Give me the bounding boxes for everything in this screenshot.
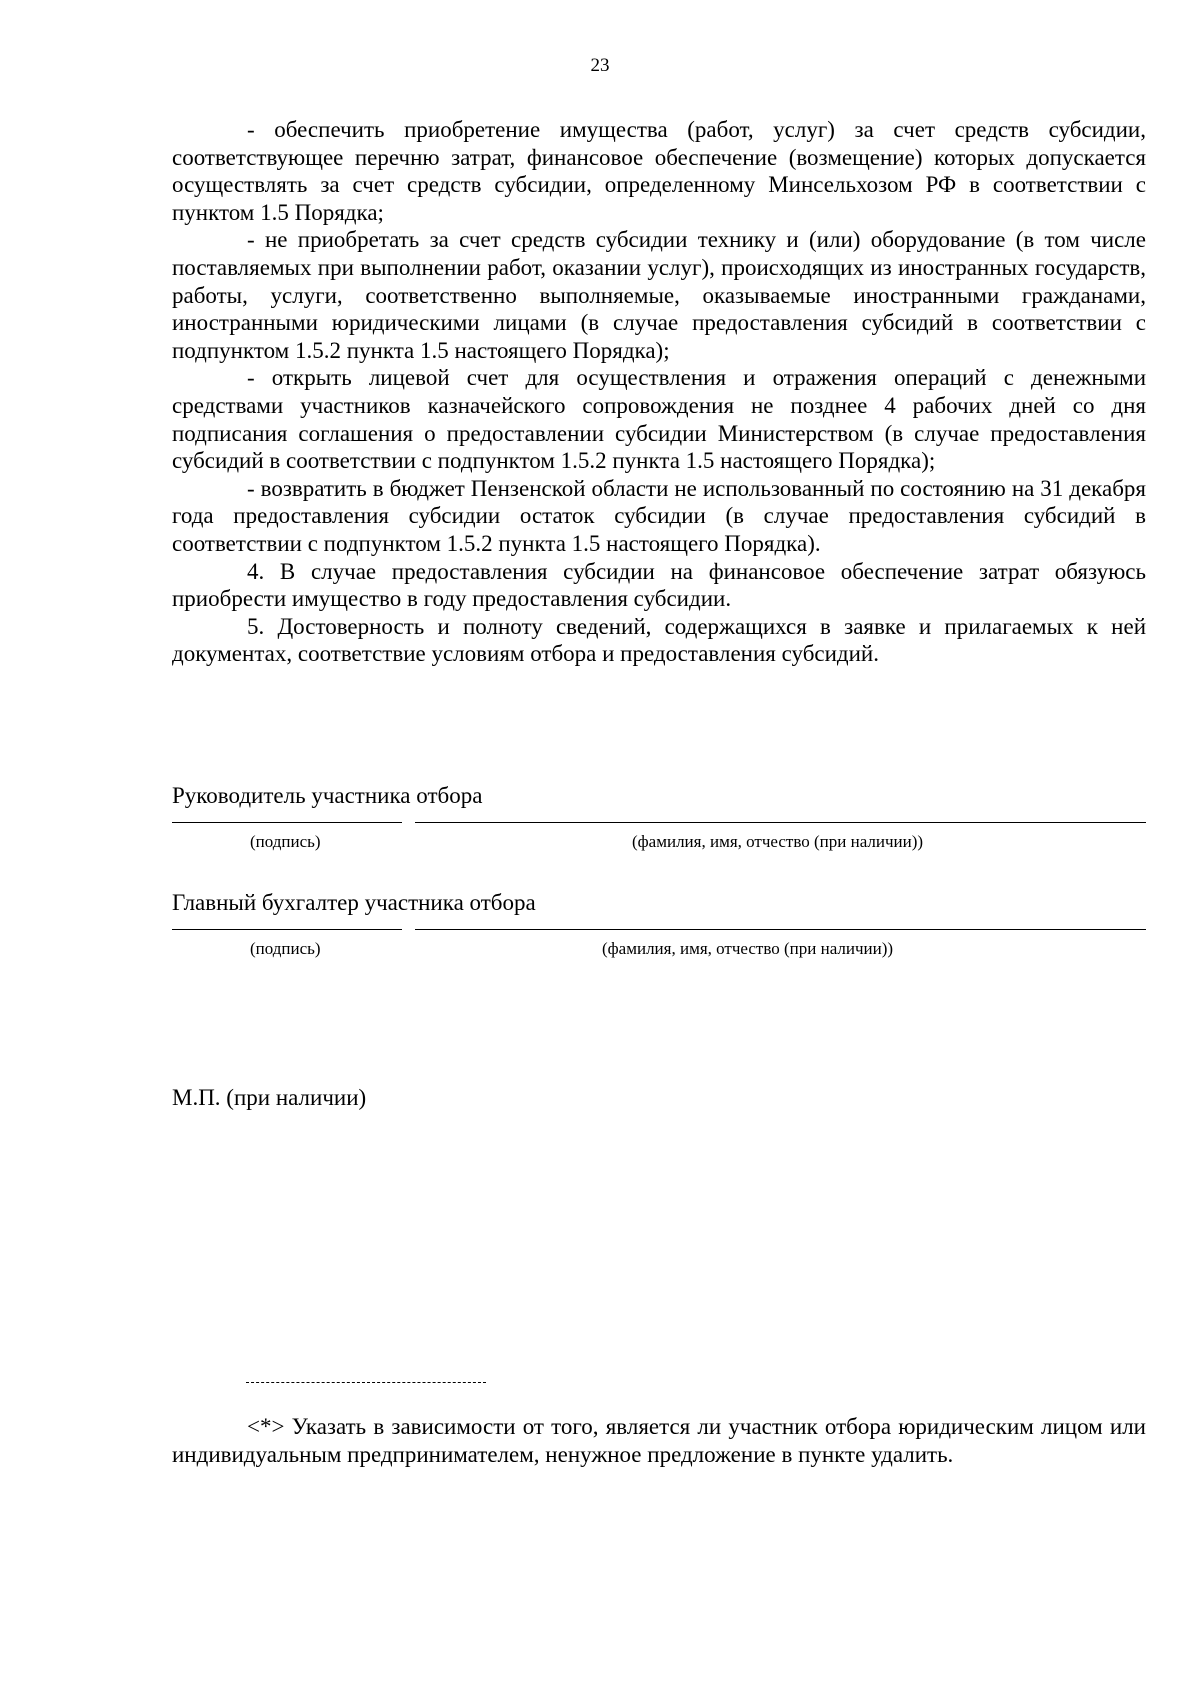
signature-block-head bbox=[172, 782, 1146, 854]
signature-captions bbox=[172, 939, 1146, 961]
signature-caption: (подпись) bbox=[250, 939, 321, 958]
signature-lines bbox=[172, 917, 1146, 939]
paragraph-item-5: 5. Достоверность и полноту сведений, содержащихся в заявке и прилагаемых к ней документах, соответствие условиям отбора и предоставления субсидий. bbox=[172, 613, 1146, 667]
paragraph-item-4: 4. В случае предоставления субсидии на финансовое обеспечение затрат обязуюсь приобрести имущество в году предоставления субсидии. bbox=[172, 558, 1146, 612]
signature-line bbox=[172, 822, 402, 823]
paragraph-return-balance: - возвратить в бюджет Пензенской области не использованный по состоянию на 31 декабря года предоставления субсидии остаток субсидии (в случае предоставления субсидий в соответствии с подпунктом 1.5.2 пункта 1.5 настоящего Порядка). bbox=[172, 475, 1146, 556]
document-body bbox=[172, 116, 1146, 668]
signature-title: Руководитель участника отбора bbox=[172, 783, 483, 808]
paragraph-no-foreign-equipment: - не приобретать за счет средств субсидии технику и (или) оборудование (в том числе поставляемых при выполнении работ, оказании услуг), происходящих из иностранных государств, работы, услуги, соответственно выполняемые, оказываемые иностранными гражданами, иностранными юридическими лицами (в случае предоставления субсидий в соответствии с подпунктом 1.5.2 пункта 1.5 настоящего Порядка); bbox=[172, 227, 1146, 363]
name-line bbox=[415, 822, 1146, 823]
footnote: <*> Указать в зависимости от того, является ли участник отбора юридическим лицом или индивидуальным предпринимателем, ненужное предложение в пункте удалить. bbox=[172, 1414, 1146, 1467]
page-number: 23 bbox=[590, 55, 610, 76]
paragraph-open-account: - открыть лицевой счет для осуществления и отражения операций с денежными средствами участников казначейского сопровождения не позднее 4 рабочих дней со дня подписания соглашения о предоставлении субсидии Министерством (в случае предоставления субсидий в соответствии с подпунктом 1.5.2 пункта 1.5 настоящего Порядка); bbox=[172, 365, 1146, 474]
footnote-separator bbox=[246, 1382, 486, 1383]
signature-line bbox=[172, 929, 402, 930]
signature-caption: (подпись) bbox=[250, 832, 321, 851]
paragraph-purchase-property: - обеспечить приобретение имущества (работ, услуг) за счет средств субсидии, соответствующее перечню затрат, финансовое обеспечение (возмещение) которых допускается осуществлять за счет средств субсидии, определенному Минсельхозом РФ в соответствии с пунктом 1.5 Порядка; bbox=[172, 117, 1146, 225]
name-caption: (фамилия, имя, отчество (при наличии)) bbox=[632, 832, 924, 851]
name-caption: (фамилия, имя, отчество (при наличии)) bbox=[602, 939, 894, 958]
signature-block-accountant bbox=[172, 889, 1146, 961]
stamp-label: М.П. (при наличии) bbox=[172, 1085, 367, 1110]
name-line bbox=[415, 929, 1146, 930]
signature-title: Главный бухгалтер участника отбора bbox=[172, 890, 536, 915]
signature-captions bbox=[172, 832, 1146, 854]
signature-lines bbox=[172, 810, 1146, 832]
